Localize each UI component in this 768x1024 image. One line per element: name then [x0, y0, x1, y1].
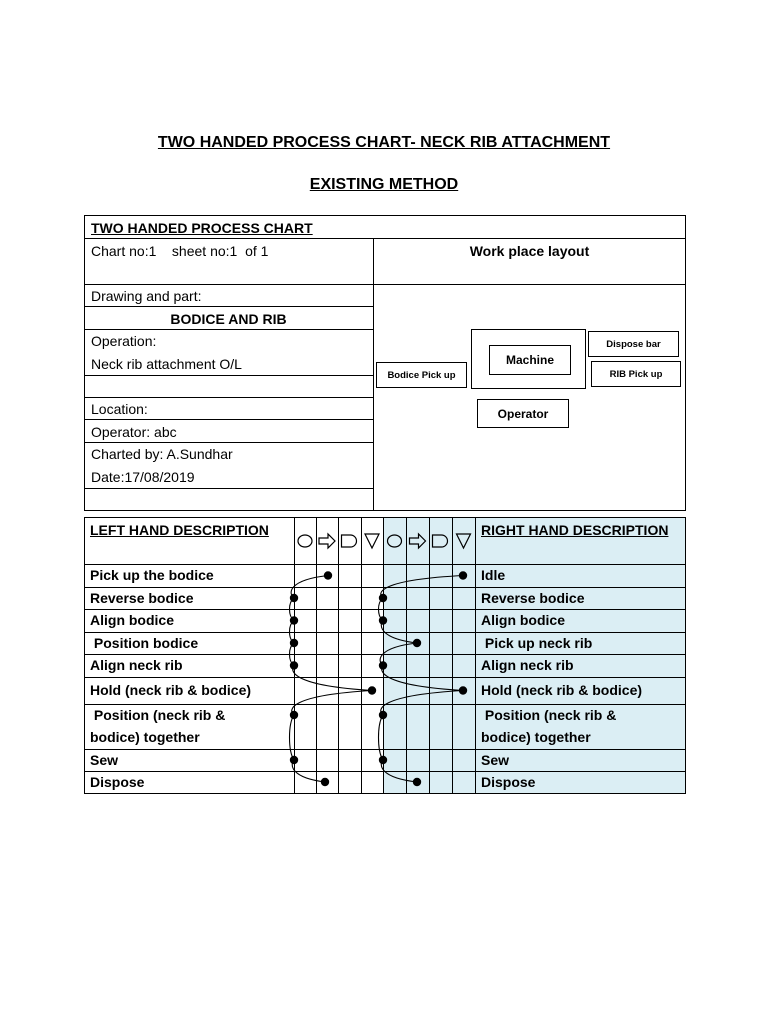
right-hand-step: Position (neck rib &	[481, 707, 617, 723]
left-hand-step-dot	[290, 756, 298, 764]
left-hand-step: Sew	[90, 751, 119, 768]
right-hand-step-dot	[379, 661, 387, 669]
right-hand-step: Hold (neck rib & bodice)	[481, 682, 643, 698]
right-hand-step-dot	[413, 639, 421, 647]
charted-by: Charted by: A.Sundhar	[91, 446, 233, 462]
left-hand-step: bodice) together	[90, 729, 200, 745]
operation-label: Operation:	[91, 333, 157, 349]
page-subtitle: EXISTING METHOD	[309, 176, 459, 193]
right-hand-step-dot	[379, 756, 387, 764]
operation-value: Neck rib attachment O/L	[91, 356, 242, 372]
dispose-bar-box: Dispose bar	[588, 331, 679, 357]
part-name: BODICE AND RIB	[170, 311, 287, 327]
left-hand-step-dot	[368, 686, 376, 694]
left-hand-step-dot	[290, 594, 298, 602]
right-hand-step: Align bodice	[481, 612, 565, 628]
right-hand-step-dot	[379, 616, 387, 624]
arrow-right-icon	[319, 534, 335, 548]
right-hand-step: Idle	[481, 567, 506, 583]
left-hand-step: Pick up the bodice	[90, 567, 214, 583]
left-hand-step-dot	[290, 616, 298, 624]
chart-heading: TWO HANDED PROCESS CHART	[91, 220, 313, 236]
left-hand-step: Align neck rib	[90, 657, 183, 673]
triangle-down-icon	[457, 534, 471, 548]
bodice-pickup-box: Bodice Pick up	[376, 362, 467, 388]
circle-icon	[298, 535, 312, 547]
left-hand-step-dot	[324, 571, 332, 579]
left-hand-step: Position (neck rib &	[90, 707, 226, 723]
circle-icon	[388, 535, 402, 547]
arrow-right-icon	[410, 534, 426, 548]
right-hand-flow-line	[379, 576, 464, 783]
left-hand-step-dot	[321, 778, 329, 786]
right-hand-step: Dispose	[481, 773, 536, 790]
right-hand-step-dot	[459, 571, 467, 579]
right-hand-step: Sew	[481, 751, 510, 768]
layout-heading: Work place layout	[469, 243, 590, 259]
right-hand-step-dot	[459, 686, 467, 694]
right-hand-step: Align neck rib	[481, 657, 574, 673]
machine-box: Machine	[489, 345, 571, 375]
left-hand-heading: LEFT HAND DESCRIPTION	[90, 522, 269, 538]
left-hand-step-dot	[290, 639, 298, 647]
drawing-label: Drawing and part:	[91, 288, 202, 304]
left-hand-step-dot	[290, 711, 298, 719]
right-hand-step: bodice) together	[481, 729, 591, 745]
operator-name: Operator: abc	[91, 424, 177, 440]
delay-d-icon	[433, 535, 448, 547]
left-hand-step: Dispose	[90, 773, 145, 790]
left-hand-flow-line	[290, 576, 373, 783]
chart-number: Chart no:1 sheet no:1 of 1	[91, 243, 269, 259]
left-hand-step: Position bodice	[90, 634, 199, 651]
operator-box: Operator	[477, 399, 569, 428]
left-hand-step-dot	[290, 661, 298, 669]
right-hand-step-dot	[379, 594, 387, 602]
page-title: TWO HANDED PROCESS CHART- NECK RIB ATTACHMENT	[157, 134, 611, 151]
left-hand-step: Hold (neck rib & bodice)	[90, 682, 252, 698]
right-hand-step-dot	[413, 778, 421, 786]
rib-pickup-box: RIB Pick up	[591, 361, 681, 387]
right-hand-heading: RIGHT HAND DESCRIPTION	[481, 522, 669, 538]
right-hand-step: Pick up neck rib	[481, 634, 593, 651]
location-label: Location:	[91, 401, 148, 417]
delay-d-icon	[342, 535, 357, 547]
right-hand-step-dot	[379, 711, 387, 719]
left-hand-step: Align bodice	[90, 612, 174, 628]
right-hand-step: Reverse bodice	[481, 589, 585, 606]
chart-date: Date:17/08/2019	[91, 469, 195, 485]
left-hand-step: Reverse bodice	[90, 589, 194, 606]
triangle-down-icon	[365, 534, 379, 548]
